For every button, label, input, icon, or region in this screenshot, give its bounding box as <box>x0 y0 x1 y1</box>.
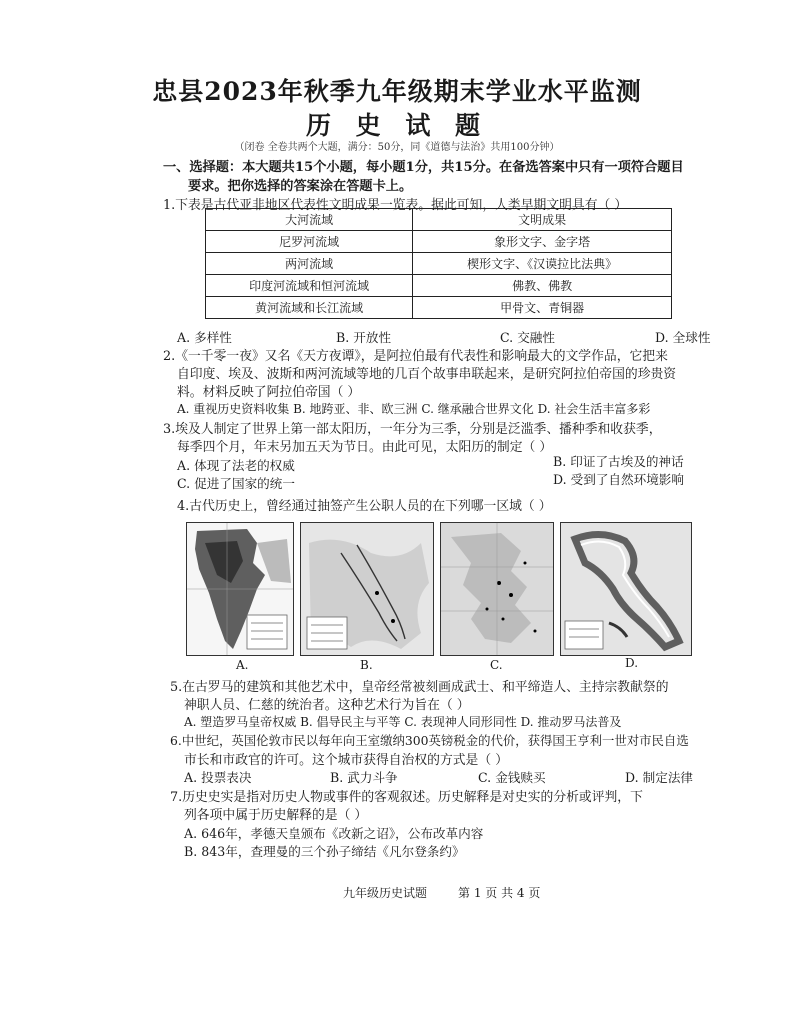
exam-title: 忠县2023年秋季九年级期末学业水平监测 <box>152 77 642 106</box>
question-6-line1: 6.中世纪，英国伦敦市民以每年向王室缴纳300英镑税金的代价，获得国王亨利一世对市民自选 <box>170 733 689 748</box>
question-3-option-c[interactable]: C. 促进了国家的统一 <box>177 476 295 491</box>
question-1-option-b[interactable]: B. 开放性 <box>336 330 392 345</box>
question-3-option-d[interactable]: D. 受到了自然环境影响 <box>553 472 684 487</box>
civilization-table <box>205 208 672 319</box>
question-2-line1: 2.《一千零一夜》又名《天方夜谭》，是阿拉伯最有代表性和影响最大的文学作品，它把来 <box>163 349 668 364</box>
question-5-options[interactable]: A. 塑造罗马皇帝权威 B. 倡导民主与平等 C. 表现神人同形同性 D. 推动罗马法普及 <box>184 715 622 729</box>
exam-note: （闭卷 全卷共两个大题，满分：50分，同《道德与法治》共用100分钟） <box>234 142 560 153</box>
table-cell: 甲骨文、青铜器 <box>413 297 672 319</box>
map-label-d: D. <box>625 656 639 670</box>
map-c-greece[interactable] <box>440 522 554 656</box>
table-row <box>206 253 672 275</box>
map-b-mesopotamia[interactable] <box>300 522 434 656</box>
section-heading-line1: 一、选择题：本大题共15个小题，每小题1分，共15分。在备选答案中只有一项符合题目 <box>163 160 684 175</box>
table-cell: 佛教、佛教 <box>413 275 672 297</box>
question-7-line1: 7.历史史实是指对历史人物或事件的客观叙述。历史解释是对史实的分析或评判，下 <box>170 790 643 805</box>
question-1-option-c[interactable]: C. 交融性 <box>500 330 555 345</box>
question-1-stem: 1.下表是古代亚非地区代表性文明成果一览表。据此可知，人类早期文明具有（ ） <box>163 198 628 213</box>
question-2-line3: 料。材料反映了阿拉伯帝国（ ） <box>177 385 361 400</box>
table-cell: 尼罗河流域 <box>206 231 413 253</box>
question-5-line1: 5.在古罗马的建筑和其他艺术中，皇帝经常被刻画成武士、和平缔造人、主持宗教献祭的 <box>170 680 669 695</box>
map-label-c: C. <box>490 658 503 672</box>
question-2-options[interactable]: A. 重视历史资料收集 B. 地跨亚、非、欧三洲 C. 继承融合世界文化 D. 社会生活丰富多彩 <box>177 402 651 416</box>
question-3-option-b[interactable]: B. 印证了古埃及的神话 <box>553 454 684 469</box>
table-cell: 两河流域 <box>206 253 413 275</box>
question-3-line1: 3.埃及人制定了世界上第一部太阳历，一年分为三季，分别是泛滥季、播种季和收获季， <box>163 422 662 437</box>
footer-subject: 九年级历史试题 <box>343 886 428 900</box>
question-7-line2: 列各项中属于历史解释的是（ ） <box>184 808 368 823</box>
question-4-stem: 4.古代历史上，曾经通过抽签产生公职人员的在下列哪一区域（ ） <box>177 499 552 514</box>
question-3-line2: 每季四个月，年末另加五天为节日。由此可见，太阳历的制定（ ） <box>177 440 553 455</box>
map-a-india[interactable] <box>186 522 294 656</box>
table-row <box>206 297 672 319</box>
table-row <box>206 209 672 231</box>
question-6-line2: 市长和市政官的许可。这个城市获得自治权的方式是（ ） <box>184 753 508 768</box>
question-6-option-b[interactable]: B. 武力斗争 <box>330 770 398 785</box>
question-6-option-d[interactable]: D. 制定法律 <box>625 770 694 785</box>
table-row <box>206 231 672 253</box>
section-heading-line2: 要求。把你选择的答案涂在答题卡上。 <box>188 179 413 194</box>
question-6-option-a[interactable]: A. 投票表决 <box>184 770 252 785</box>
map-label-b: B. <box>360 658 373 672</box>
table-cell: 黄河流域和长江流域 <box>206 297 413 319</box>
table-cell: 大河流域 <box>206 209 413 231</box>
table-cell: 文明成果 <box>413 209 672 231</box>
table-cell: 楔形文字、《汉谟拉比法典》 <box>413 253 672 275</box>
question-6-option-c[interactable]: C. 金钱赎买 <box>478 770 546 785</box>
question-7-option-a[interactable]: A. 646年，孝德天皇颁布《改新之诏》，公布改革内容 <box>184 826 484 841</box>
table-cell: 印度河流域和恒河流域 <box>206 275 413 297</box>
question-5-line2: 神职人员、仁慈的统治者。这种艺术行为旨在（ ） <box>184 698 470 713</box>
question-2-line2: 自印度、埃及、波斯和两河流域等地的几百个故事串联起来，是研究阿拉伯帝国的珍贵资 <box>177 367 677 382</box>
question-7-option-b[interactable]: B. 843年，查理曼的三个孙子缔结《凡尔登条约》 <box>184 844 465 859</box>
exam-subject: 历 史 试 题 <box>305 111 489 140</box>
table-cell: 象形文字、金字塔 <box>413 231 672 253</box>
table-row <box>206 275 672 297</box>
map-d-italy[interactable] <box>560 522 692 656</box>
question-1-option-d[interactable]: D. 全球性 <box>655 330 711 345</box>
map-label-a: A. <box>236 658 249 672</box>
footer-page-number: 第 1 页 共 4 页 <box>458 886 541 900</box>
question-1-option-a[interactable]: A. 多样性 <box>177 330 232 345</box>
question-3-option-a[interactable]: A. 体现了法老的权威 <box>177 458 295 473</box>
